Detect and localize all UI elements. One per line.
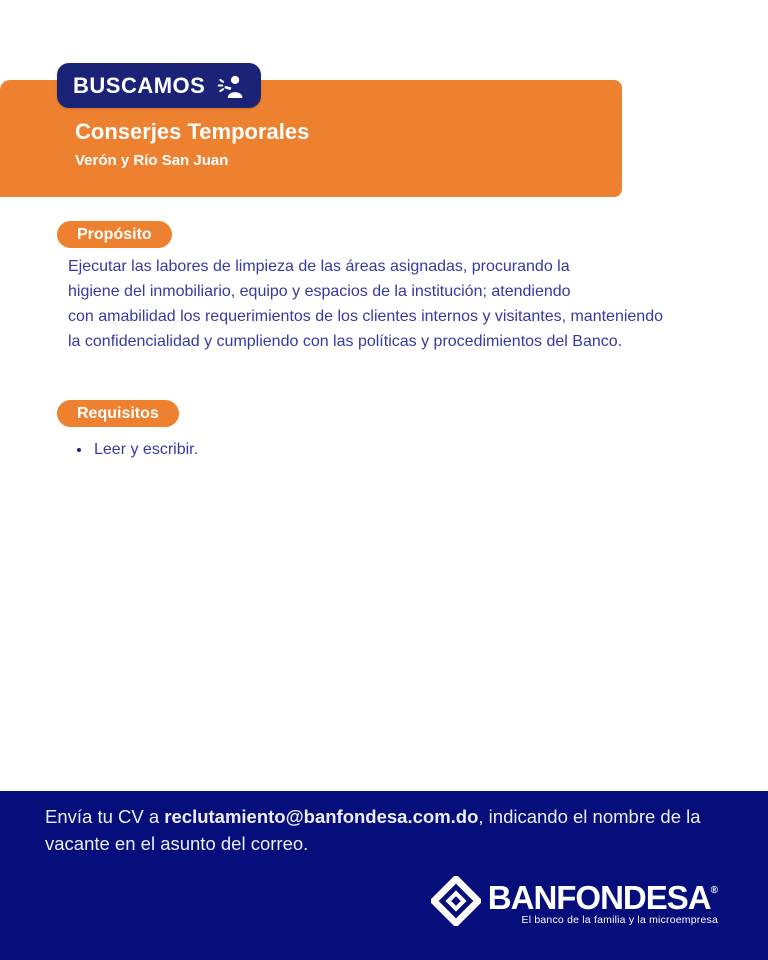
person-waving-icon (215, 74, 245, 98)
proposito-text (68, 254, 748, 354)
banfondesa-diamond-icon (431, 876, 481, 926)
proposito-pill: Propósito (57, 221, 172, 248)
cta-prefix: Envía tu CV a (45, 806, 165, 827)
buscamos-badge (57, 63, 261, 108)
banfondesa-wordmark (488, 875, 718, 914)
requisitos-pill: Requisitos (57, 400, 179, 427)
buscamos-label: BUSCAMOS (73, 72, 206, 98)
proposito-line: la confidencialidad y cumpliendo con las políticas y procedimientos del Banco. (68, 333, 623, 350)
cta-suffix: , indicando el nombre de la vacante en el asunto del correo. (45, 806, 701, 854)
wordmark-text: BANFONDESA (487, 879, 711, 916)
job-location: Verón y Río San Juan (75, 152, 229, 169)
requisitos-list (92, 438, 692, 462)
requisito-item: • Leer y escribir. (92, 438, 692, 462)
proposito-line: con amabilidad los requerimientos de los clientes internos y visitantes, manteniendo (68, 308, 663, 325)
job-title: Conserjes Temporales (75, 119, 310, 144)
cv-instructions (45, 803, 737, 857)
logo-tagline: El banco de la familia y la microempresa (521, 914, 718, 926)
proposito-line: higiene del inmobiliario, equipo y espacios de la institución; atendiendo (68, 283, 571, 300)
recruitment-email: reclutamiento@banfondesa.com.do (164, 806, 479, 827)
registered-mark: ® (710, 885, 718, 896)
banfondesa-logo (431, 875, 718, 926)
proposito-line: Ejecutar las labores de limpieza de las áreas asignadas, procurando la (68, 258, 570, 275)
logo-text-block (488, 875, 718, 926)
footer (0, 791, 768, 960)
